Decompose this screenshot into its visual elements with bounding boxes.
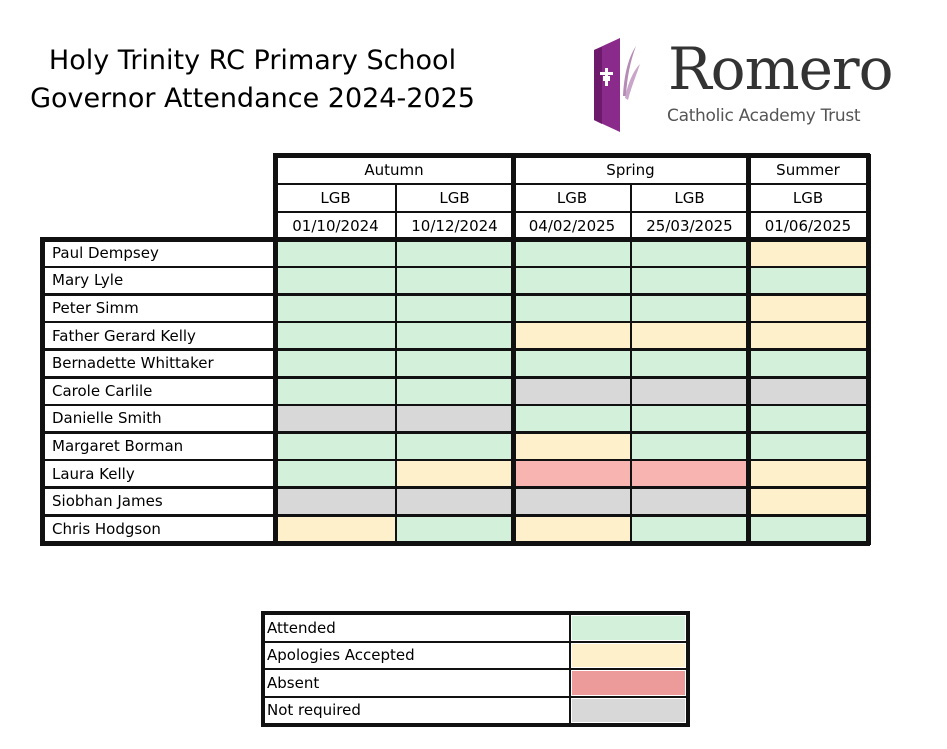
governor-name: Father Gerard Kelly xyxy=(42,322,275,350)
attendance-cell-apologies xyxy=(513,432,631,460)
attendance-cell-attended xyxy=(396,322,513,350)
attendance-cell-attended xyxy=(396,294,513,322)
meeting-date-header: 04/02/2025 xyxy=(513,212,631,239)
attendance-cell-attended xyxy=(275,267,396,295)
attendance-cell-attended xyxy=(396,267,513,295)
attendance-cell-apologies xyxy=(748,460,868,488)
attendance-cell-absent xyxy=(513,460,631,488)
meeting-type-header: LGB xyxy=(396,184,513,212)
legend-swatch-apologies xyxy=(572,644,685,668)
governor-name: Paul Dempsey xyxy=(42,239,275,267)
attendance-cell-apologies xyxy=(513,322,631,350)
grid-line xyxy=(40,237,870,242)
attendance-cell-attended xyxy=(748,349,868,377)
attendance-cell-apologies xyxy=(748,322,868,350)
attendance-cell-attended xyxy=(396,349,513,377)
attendance-cell-attended xyxy=(513,349,631,377)
grid-line xyxy=(686,611,690,727)
grid-line xyxy=(275,183,868,185)
grid-line xyxy=(273,154,278,545)
attendance-cell-apologies xyxy=(513,515,631,543)
page-title xyxy=(0,42,505,118)
attendance-cell-not-required xyxy=(275,487,396,515)
attendance-cell-attended xyxy=(396,377,513,405)
governor-name: Bernadette Whittaker xyxy=(42,349,275,377)
grid-line xyxy=(42,404,868,407)
attendance-cell-apologies xyxy=(748,487,868,515)
attendance-cell-not-required xyxy=(396,405,513,433)
grid-line xyxy=(40,541,870,546)
logo-wordmark: Romero xyxy=(668,35,893,103)
attendance-cell-attended xyxy=(396,515,513,543)
attendance-cell-not-required xyxy=(513,377,631,405)
legend-label: Not required xyxy=(264,697,570,725)
meeting-type-header: LGB xyxy=(275,184,396,212)
grid-line xyxy=(42,266,868,269)
grid-line xyxy=(42,321,868,324)
grid-line xyxy=(42,348,868,351)
grid-line xyxy=(264,696,687,698)
grid-line xyxy=(261,611,690,615)
attendance-cell-not-required xyxy=(275,405,396,433)
governor-name: Margaret Borman xyxy=(42,432,275,460)
attendance-cell-attended xyxy=(631,294,748,322)
attendance-cell-attended xyxy=(631,432,748,460)
term-header-spring: Spring xyxy=(513,156,748,184)
grid-line xyxy=(264,668,687,670)
governor-name: Danielle Smith xyxy=(42,405,275,433)
report-title: Governor Attendance 2024-2025 xyxy=(30,83,475,114)
grid-line xyxy=(42,431,868,434)
attendance-cell-attended xyxy=(275,377,396,405)
grid-line xyxy=(746,154,751,545)
grid-line xyxy=(569,614,571,724)
attendance-cell-attended xyxy=(631,515,748,543)
attendance-cell-attended xyxy=(748,515,868,543)
attendance-cell-attended xyxy=(396,239,513,267)
grid-line xyxy=(42,376,868,379)
grid-line xyxy=(866,154,871,545)
term-header-autumn: Autumn xyxy=(275,156,513,184)
logo-subtitle: Catholic Academy Trust xyxy=(667,106,861,126)
attendance-cell-attended xyxy=(275,294,396,322)
meeting-date-header: 25/03/2025 xyxy=(631,212,748,239)
legend-label: Attended xyxy=(264,614,570,642)
attendance-cell-not-required xyxy=(631,487,748,515)
governor-name: Carole Carlile xyxy=(42,377,275,405)
attendance-cell-not-required xyxy=(748,377,868,405)
legend-swatch-attended xyxy=(572,616,685,640)
grid-line xyxy=(42,514,868,517)
school-name: Holy Trinity RC Primary School xyxy=(48,45,457,76)
governor-name: Chris Hodgson xyxy=(42,515,275,543)
attendance-cell-not-required xyxy=(631,377,748,405)
attendance-cell-attended xyxy=(631,405,748,433)
attendance-cell-apologies xyxy=(748,294,868,322)
grid-line xyxy=(261,723,690,727)
attendance-cell-apologies xyxy=(396,460,513,488)
meeting-date-header: 01/06/2025 xyxy=(748,212,868,239)
attendance-cell-attended xyxy=(275,322,396,350)
legend-label: Apologies Accepted xyxy=(264,642,570,670)
grid-line xyxy=(40,237,45,545)
meeting-date-header: 10/12/2024 xyxy=(396,212,513,239)
grid-line xyxy=(264,641,687,643)
attendance-cell-attended xyxy=(748,432,868,460)
term-header-summer: Summer xyxy=(748,156,868,184)
legend-swatch-absent xyxy=(572,671,685,695)
attendance-cell-attended xyxy=(275,432,396,460)
governor-name: Laura Kelly xyxy=(42,460,275,488)
legend-swatch-not-required xyxy=(572,699,685,723)
attendance-cell-attended xyxy=(748,267,868,295)
attendance-cell-attended xyxy=(631,267,748,295)
romero-door-cross-icon xyxy=(590,36,640,132)
grid-line xyxy=(261,611,265,727)
governor-name: Peter Simm xyxy=(42,294,275,322)
attendance-cell-apologies xyxy=(748,239,868,267)
governor-name: Siobhan James xyxy=(42,487,275,515)
grid-line xyxy=(511,154,516,545)
attendance-cell-attended xyxy=(275,460,396,488)
attendance-cell-attended xyxy=(748,405,868,433)
attendance-cell-apologies xyxy=(275,515,396,543)
attendance-cell-attended xyxy=(513,239,631,267)
attendance-cell-not-required xyxy=(396,487,513,515)
attendance-cell-attended xyxy=(513,267,631,295)
meeting-type-header: LGB xyxy=(513,184,631,212)
grid-line xyxy=(275,211,868,213)
attendance-cell-attended xyxy=(275,349,396,377)
grid-line xyxy=(42,293,868,296)
grid-line xyxy=(42,486,868,489)
attendance-cell-attended xyxy=(275,239,396,267)
grid-line xyxy=(273,153,870,158)
attendance-cell-absent xyxy=(631,460,748,488)
attendance-cell-attended xyxy=(631,239,748,267)
attendance-cell-attended xyxy=(513,294,631,322)
meeting-date-header: 01/10/2024 xyxy=(275,212,396,239)
grid-line xyxy=(42,459,868,462)
attendance-cell-apologies xyxy=(631,322,748,350)
governor-name: Mary Lyle xyxy=(42,267,275,295)
romero-logo xyxy=(590,36,920,136)
attendance-cell-not-required xyxy=(513,487,631,515)
attendance-cell-attended xyxy=(513,405,631,433)
meeting-type-header: LGB xyxy=(631,184,748,212)
attendance-cell-attended xyxy=(396,432,513,460)
attendance-cell-attended xyxy=(631,349,748,377)
meeting-type-header: LGB xyxy=(748,184,868,212)
legend-label: Absent xyxy=(264,669,570,697)
